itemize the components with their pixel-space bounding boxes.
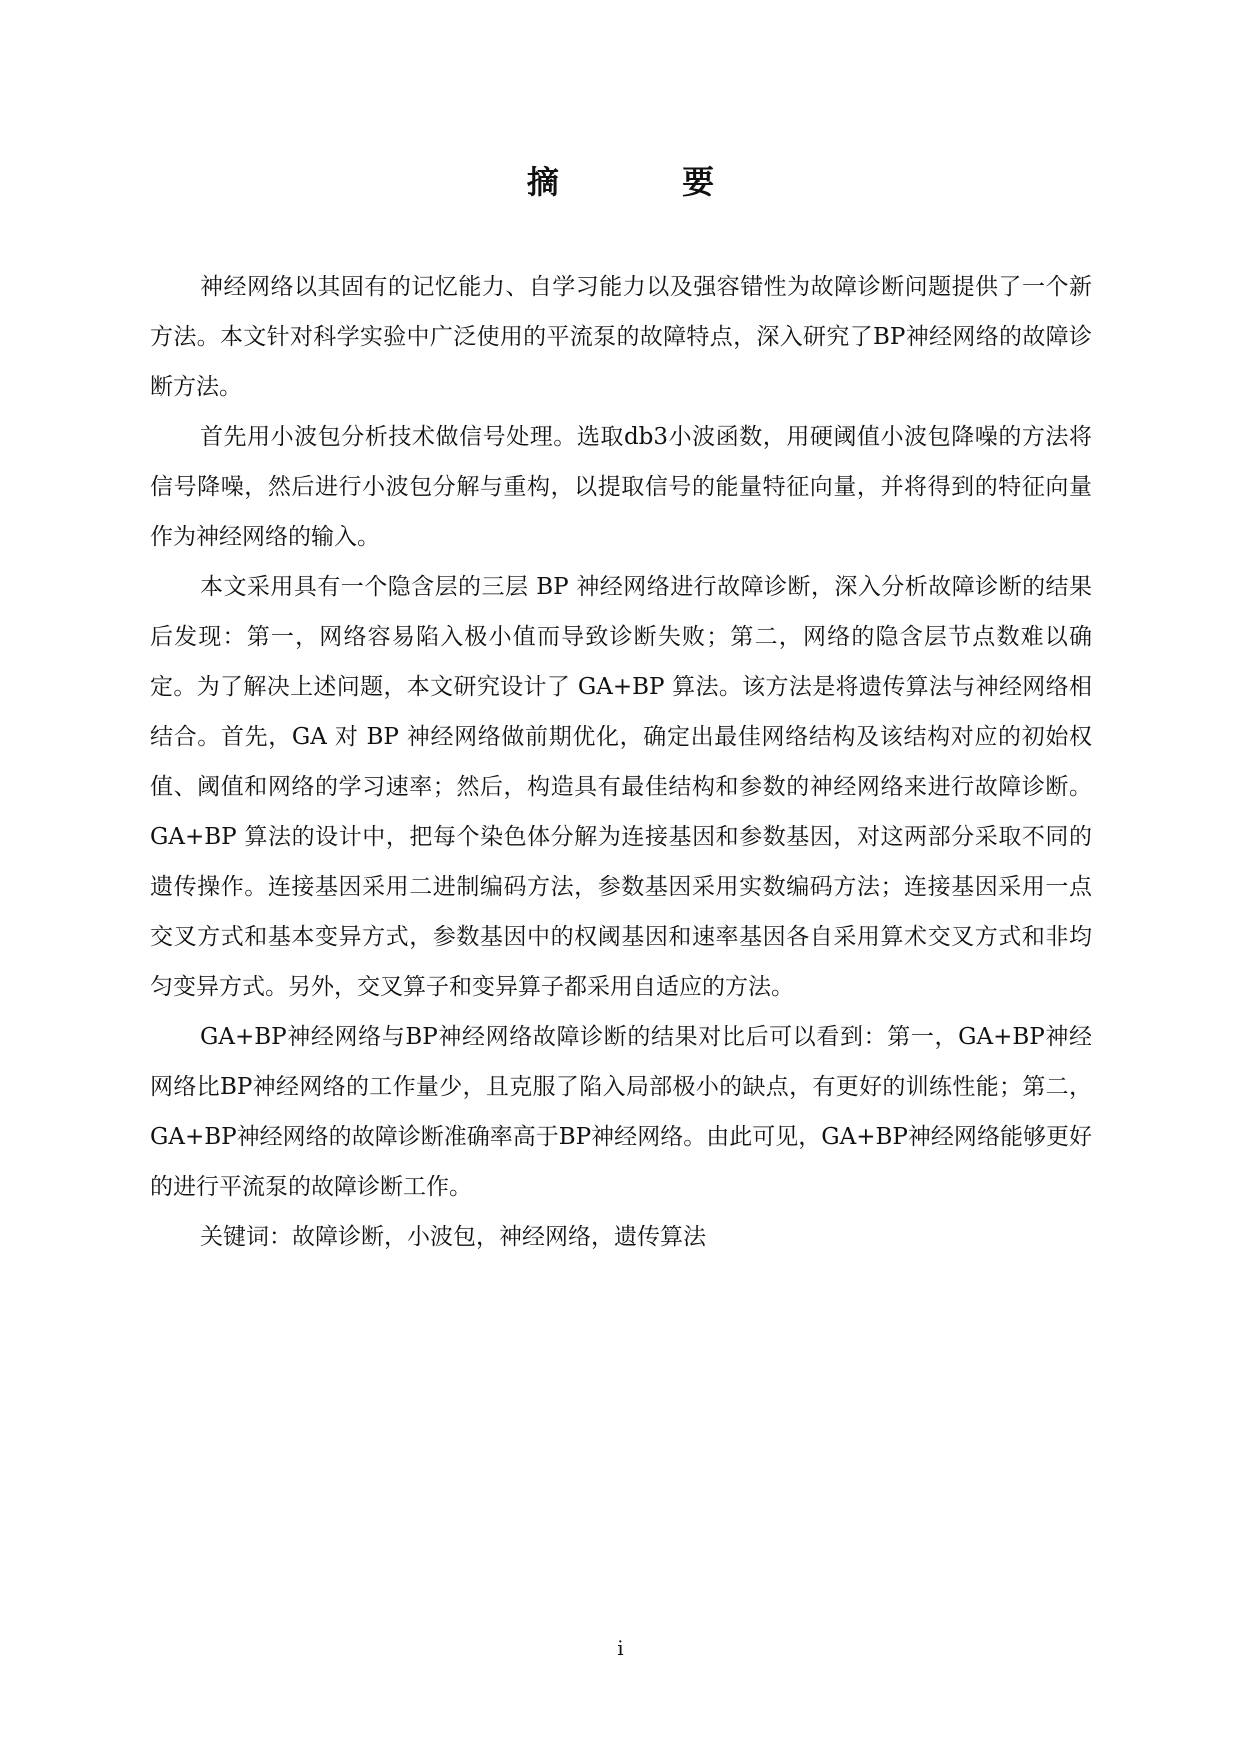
page-number: i	[617, 1636, 624, 1660]
abstract-paragraph-2: 首先用小波包分析技术做信号处理。选取db3小波函数，用硬阈值小波包降噪的方法将信号降噪，然后进行小波包分解与重构，以提取信号的能量特征向量，并将得到的特征向量作为神经网络的输入。	[150, 424, 1092, 550]
abstract-body	[150, 262, 1092, 1262]
abstract-paragraph-3: 本文采用具有一个隐含层的三层 BP 神经网络进行故障诊断，深入分析故障诊断的结果后发现：第一，网络容易陷入极小值而导致诊断失败；第二，网络的隐含层节点数难以确定。为了解决上述问题，本文研究设计了 GA+BP 算法。该方法是将遗传算法与神经网络相结合。首先，GA 对 BP 神经网络做前期优化，确定出最佳网络结构及该结构对应的初始权值、阈值和网络的学习速率；然后，构造具有最佳结构和参数的神经网络来进行故障诊断。GA+BP 算法的设计中，把每个染色体分解为连接基因和参数基因，对这两部分采取不同的遗传操作。连接基因采用二进制编码方法，参数基因采用实数编码方法；连接基因采用一点交叉方式和基本变异方式，参数基因中的权阈基因和速率基因各自采用算术交叉方式和非均匀变异方式。另外，交叉算子和变异算子都采用自适应的方法。	[150, 574, 1092, 1000]
keywords-text: 故障诊断，小波包，神经网络，遗传算法	[292, 1224, 706, 1250]
keywords-line	[150, 1212, 1092, 1262]
abstract-paragraph-4: GA+BP神经网络与BP神经网络故障诊断的结果对比后可以看到：第一，GA+BP神经网络比BP神经网络的工作量少，且克服了陷入局部极小的缺点，有更好的训练性能；第二，GA+BP神经网络的故障诊断准确率高于BP神经网络。由此可见，GA+BP神经网络能够更好的进行平流泵的故障诊断工作。	[150, 1024, 1092, 1200]
abstract-paragraph-1: 神经网络以其固有的记忆能力、自学习能力以及强容错性为故障诊断问题提供了一个新方法。本文针对科学实验中广泛使用的平流泵的故障特点，深入研究了BP神经网络的故障诊断方法。	[150, 274, 1092, 400]
keywords-label: 关键词：	[200, 1224, 292, 1250]
page-title: 摘 要	[526, 163, 771, 201]
